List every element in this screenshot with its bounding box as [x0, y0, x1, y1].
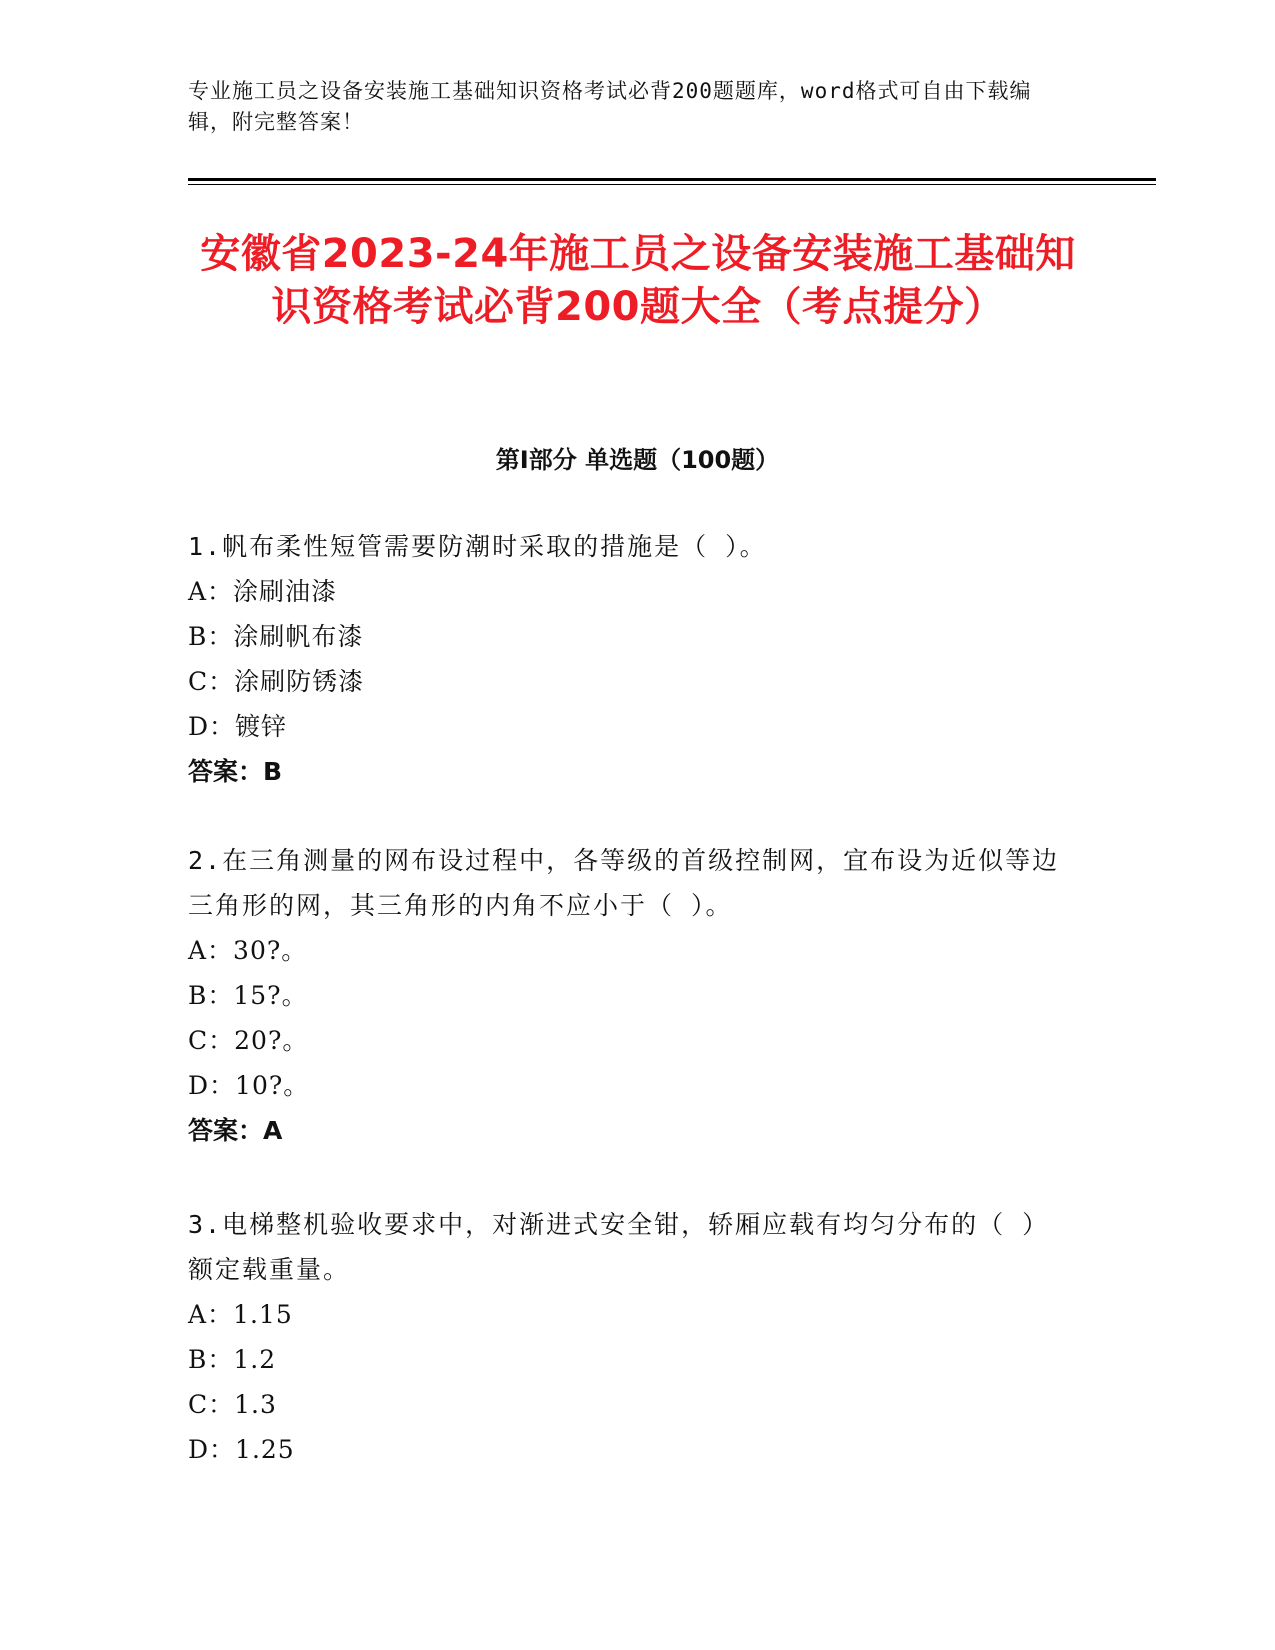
question-text: 2.在三角测量的网布设过程中，各等级的首级控制网，宜布设为近似等边三角形的网，其三角形的内角不应小于（ ）。	[188, 846, 1060, 920]
option-c: C：1.3	[188, 1390, 277, 1419]
answer: 答案：B	[188, 757, 283, 786]
option-a: A：1.15	[188, 1300, 293, 1329]
option-a: A：30?。	[188, 936, 308, 965]
option-d: D：1.25	[188, 1435, 295, 1464]
question-text: 3.电梯整机验收要求中，对渐进式安全钳，轿厢应载有均匀分布的（ ）额定载重量。	[188, 1210, 1050, 1284]
option-d: D：10?。	[188, 1071, 310, 1100]
section-heading: 第I部分 单选题（100题）	[495, 446, 780, 474]
option-b: B：涂刷帆布漆	[188, 622, 364, 651]
option-c: C：20?。	[188, 1026, 309, 1055]
question-3	[188, 1202, 1068, 1472]
header-divider-thin	[188, 184, 1156, 185]
option-a: A：涂刷油漆	[188, 577, 338, 606]
question-1	[188, 524, 1068, 794]
option-b: B：1.2	[188, 1345, 277, 1374]
question-2	[188, 838, 1068, 1153]
answer: 答案：A	[188, 1116, 283, 1145]
question-text: 1.帆布柔性短管需要防潮时采取的措施是（ ）。	[188, 532, 767, 561]
option-b: B：15?。	[188, 981, 308, 1010]
option-d: D：镀锌	[188, 712, 288, 741]
document-title: 安徽省2023-24年施工员之设备安装施工基础知识资格考试必背200题大全（考点提分）	[200, 231, 1076, 330]
header-note: 专业施工员之设备安装施工基础知识资格考试必背200题题库，word格式可自由下载编辑，附完整答案！	[188, 79, 1032, 134]
header-divider-thick	[188, 178, 1156, 181]
option-c: C：涂刷防锈漆	[188, 667, 365, 696]
